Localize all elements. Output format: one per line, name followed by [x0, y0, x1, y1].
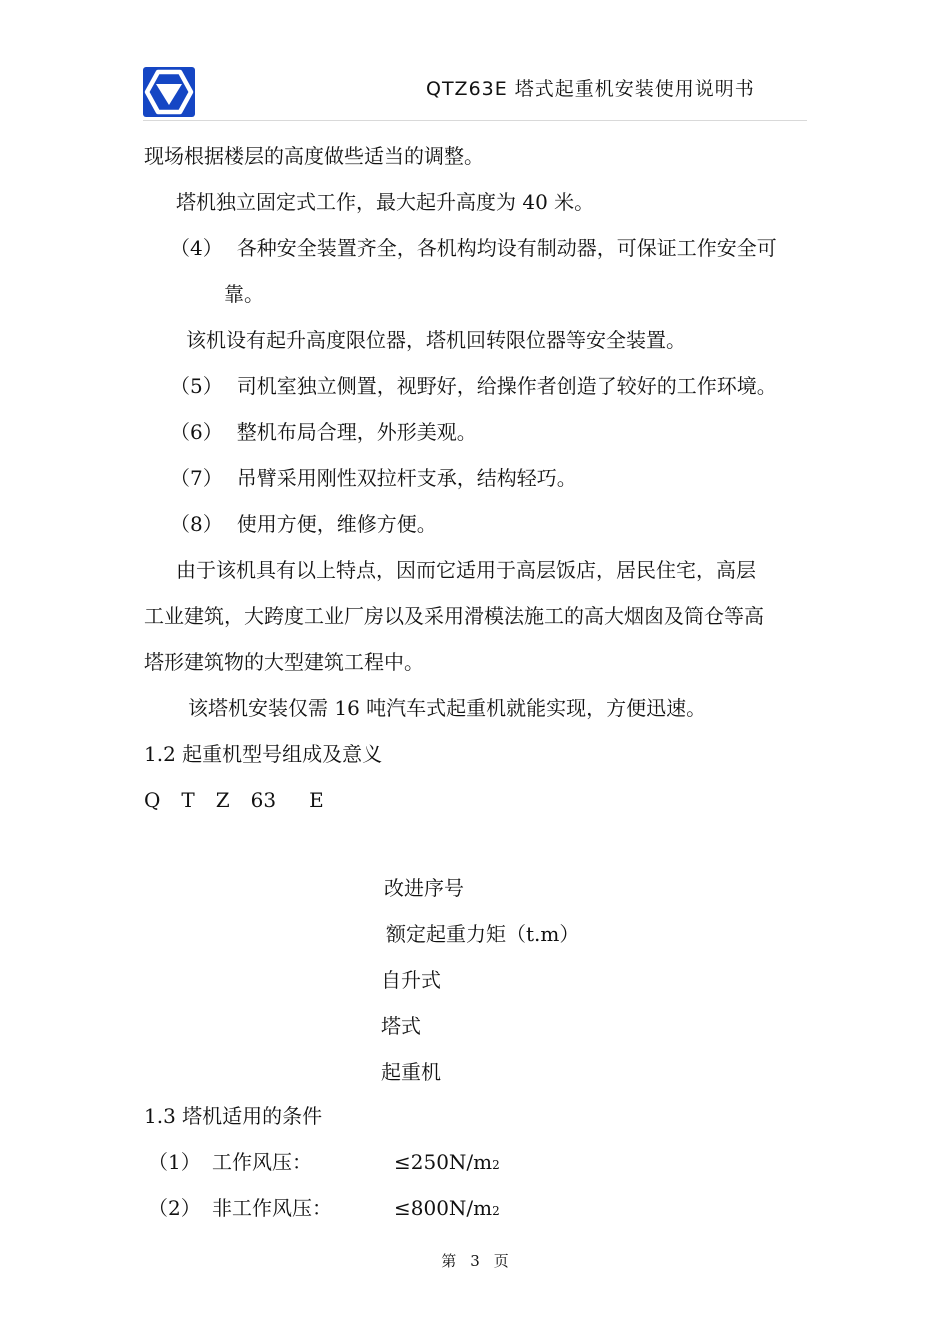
xcmg-logo-icon: [143, 67, 195, 117]
paragraph-line: 塔形建筑物的大型建筑工程中。: [144, 650, 424, 674]
model-code: [144, 786, 324, 814]
page-prefix: 第: [441, 1252, 457, 1270]
section-heading: 1.3 塔机适用的条件: [144, 1104, 323, 1128]
list-item-text: 吊臂采用刚性双拉杆支承，结构轻巧。: [236, 466, 577, 490]
model-letter-e: E: [309, 788, 324, 812]
list-item-5: [170, 372, 777, 400]
model-letter-t: T: [181, 788, 195, 812]
model-legend-item: 塔式: [381, 1014, 421, 1038]
list-item-number: （4）: [170, 236, 223, 260]
page-footer: [0, 1250, 950, 1271]
list-item-4: [170, 234, 777, 262]
list-item-6: [170, 418, 477, 446]
superscript: 2: [492, 1158, 500, 1172]
list-item-number: （7）: [170, 466, 223, 490]
model-number: 63: [250, 788, 277, 812]
model-legend-item: 自升式: [381, 968, 441, 992]
paragraph-line: 现场根据楼层的高度做些适当的调整。: [144, 144, 484, 168]
page-suffix: 页: [493, 1252, 509, 1270]
header-divider: [143, 120, 807, 121]
section-heading: 1.2 起重机型号组成及意义: [144, 742, 383, 766]
header-title: QTZ63E 塔式起重机安装使用说明书: [426, 78, 755, 100]
model-letter-z: Z: [215, 788, 230, 812]
list-item-number: （5）: [170, 374, 223, 398]
model-legend-item: 起重机: [381, 1060, 441, 1084]
condition-item-1: [148, 1148, 201, 1176]
condition-label: 非工作风压：: [212, 1196, 332, 1220]
list-item-text: 整机布局合理，外形美观。: [236, 420, 477, 444]
paragraph-line: 该机设有起升高度限位器，塔机回转限位器等安全装置。: [186, 328, 686, 352]
paragraph-line: 工业建筑，大跨度工业厂房以及采用滑模法施工的高大烟囱及筒仓等高: [144, 604, 764, 628]
list-item-number: （8）: [170, 512, 223, 536]
paragraph-line: 由于该机具有以上特点，因而它适用于高层饭店，居民住宅，高层: [176, 558, 756, 582]
condition-item-2: [148, 1194, 201, 1222]
list-item-text: 司机室独立侧置，视野好，给操作者创造了较好的工作环境。: [236, 374, 777, 398]
model-legend-item: 改进序号: [384, 876, 464, 900]
list-item-continuation: 靠。: [224, 282, 264, 306]
condition-number: （2）: [148, 1196, 201, 1220]
condition-label: 工作风压：: [212, 1150, 312, 1174]
list-item-text: 使用方便，维修方便。: [236, 512, 437, 536]
paragraph-line: 塔机独立固定式工作，最大起升高度为 40 米。: [176, 190, 595, 214]
condition-value: ≤800N/m2: [394, 1196, 500, 1220]
superscript: 2: [492, 1204, 500, 1218]
paragraph-line: 该塔机安装仅需 16 吨汽车式起重机就能实现，方便迅速。: [188, 696, 707, 720]
list-item-text: 各种安全装置齐全，各机构均设有制动器，可保证工作安全可: [236, 236, 777, 260]
page-number: 3: [470, 1252, 480, 1270]
list-item-8: [170, 510, 437, 538]
model-letter-q: Q: [144, 788, 161, 812]
condition-value: ≤250N/m2: [394, 1150, 500, 1174]
list-item-7: [170, 464, 577, 492]
condition-number: （1）: [148, 1150, 201, 1174]
model-legend-item: 额定起重力矩（t.m）: [386, 922, 580, 946]
list-item-number: （6）: [170, 420, 223, 444]
